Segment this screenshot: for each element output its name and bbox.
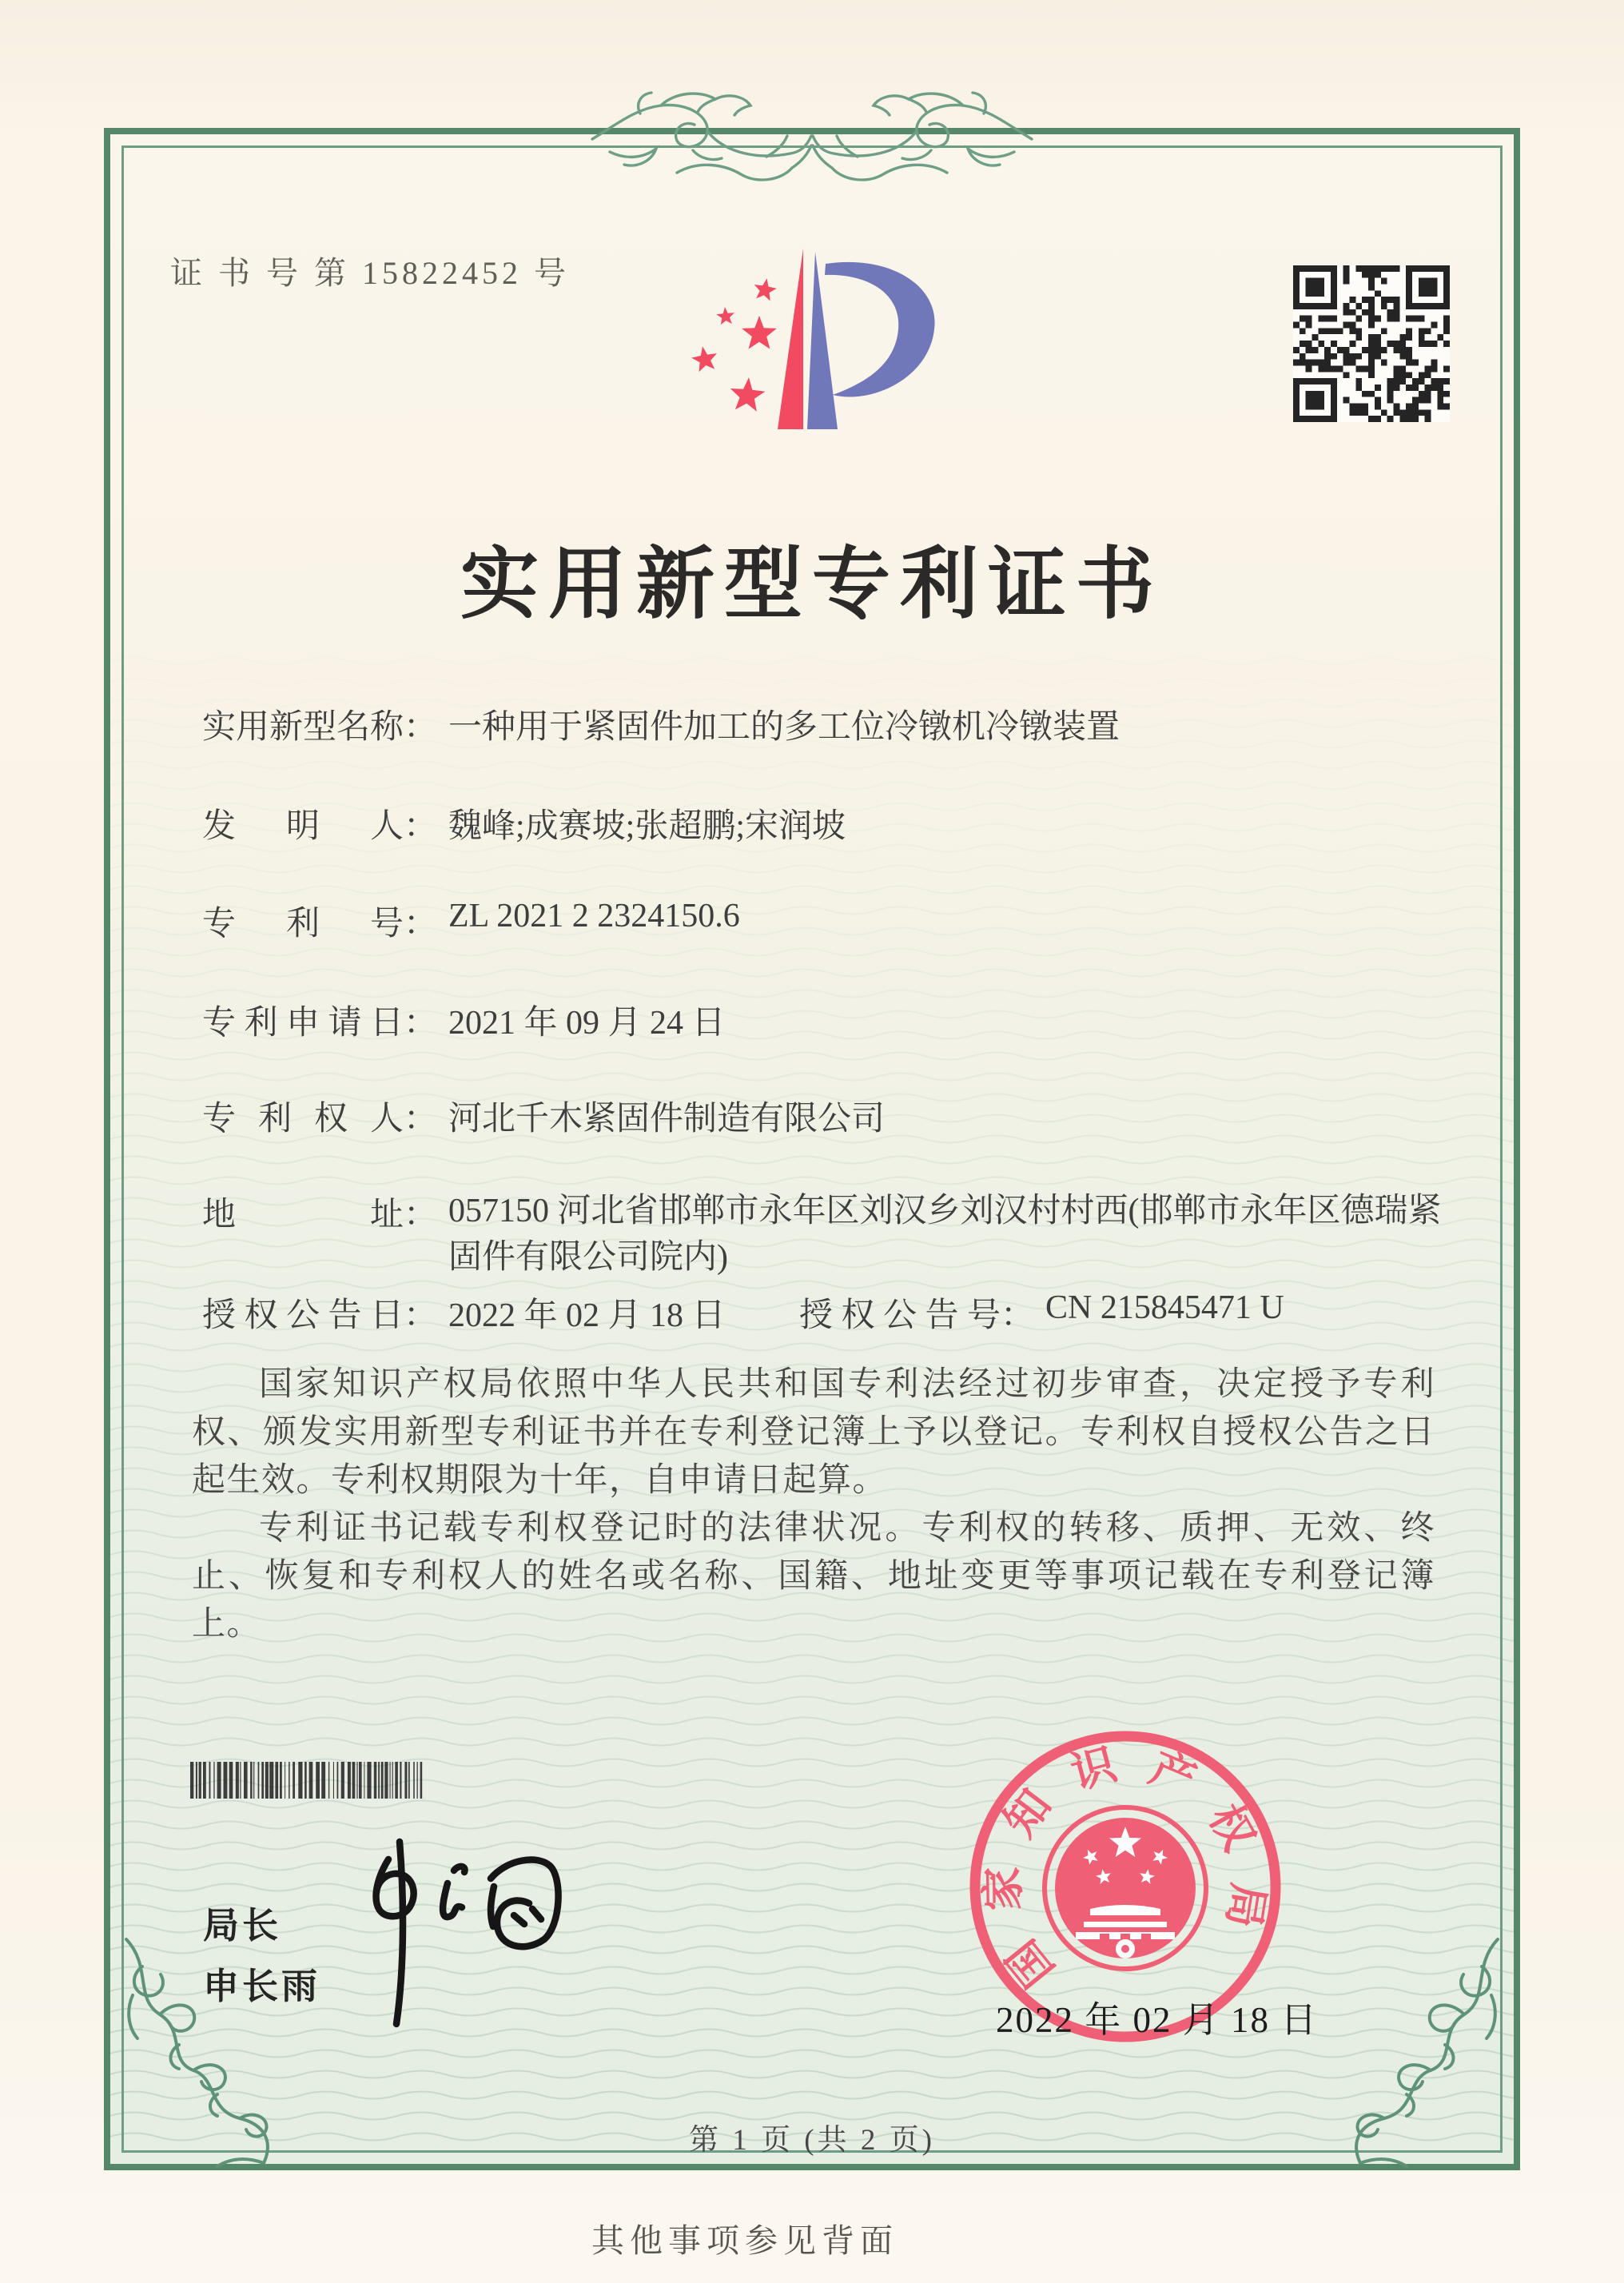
seal-date: 2022 年 02 月 18 日 bbox=[996, 2000, 1319, 2040]
field-grant-number bbox=[799, 1289, 1284, 1337]
svg-text:家: 家 bbox=[978, 1866, 1029, 1911]
svg-text:知: 知 bbox=[995, 1780, 1061, 1846]
director-title: 局长 bbox=[203, 1906, 282, 1946]
field-row-patent-number bbox=[202, 897, 740, 945]
field-row-grant bbox=[202, 1289, 1284, 1337]
field-value: ZL 2021 2 2324150.6 bbox=[448, 898, 740, 934]
back-side-note: 其他事项参见背面 bbox=[591, 2222, 898, 2259]
field-label: 发明人 bbox=[202, 808, 404, 845]
field-value: 057150 河北省邯郸市永年区刘汉乡刘汉村村西(邯郸市永年区德瑞紧固件有限公司院内) bbox=[448, 1193, 1442, 1276]
colon: ： bbox=[404, 709, 438, 746]
svg-text:国: 国 bbox=[997, 1930, 1064, 1996]
field-row-patentee bbox=[202, 1092, 885, 1140]
legal-paragraph: 专利证书记载专利权登记时的法律状况。专利权的转移、质押、无效、终止、恢复和专利权人的姓名或名称、国籍、地址变更等事项记载在专利登记簿上。 bbox=[192, 1510, 1435, 1643]
dragon-ornament-top-icon bbox=[587, 78, 1037, 192]
colon: ： bbox=[404, 1297, 438, 1334]
certificate-number: 证 书 号 第 15822452 号 bbox=[170, 255, 570, 291]
colon: ： bbox=[404, 1005, 438, 1042]
field-value: CN 215845471 U bbox=[1045, 1289, 1284, 1326]
field-row-utility-model-name bbox=[202, 700, 1120, 748]
cnipa-patent-logo-icon bbox=[681, 240, 945, 440]
field-label: 授权公告日 bbox=[202, 1297, 404, 1334]
colon: ： bbox=[1001, 1297, 1035, 1334]
barcode bbox=[189, 1762, 428, 1799]
field-row-inventors bbox=[202, 799, 846, 847]
director-signature-icon bbox=[326, 1835, 574, 2035]
legal-text-block bbox=[192, 1361, 1435, 1648]
field-label: 专利号 bbox=[202, 906, 404, 942]
field-row-filing-date bbox=[202, 996, 726, 1044]
legal-paragraph: 国家知识产权局依照中华人民共和国专利法经过初步审查，决定授予专利权、颁发实用新型专利证书并在专利登记簿上予以登记。专利权自授权公告之日起生效。专利权期限为十年，自申请日起算。 bbox=[192, 1366, 1435, 1499]
page-indicator: 第 1 页 (共 2 页) bbox=[689, 2124, 935, 2157]
colon: ： bbox=[404, 1101, 438, 1138]
field-value: 一种用于紧固件加工的多工位冷镦机冷镦装置 bbox=[448, 709, 1120, 746]
field-label: 专利权人 bbox=[202, 1101, 404, 1138]
field-value: 河北千木紧固件制造有限公司 bbox=[448, 1101, 886, 1138]
field-label: 地址 bbox=[202, 1197, 404, 1233]
colon: ： bbox=[404, 1197, 438, 1233]
svg-text:识: 识 bbox=[1066, 1739, 1121, 1799]
certificate-title: 实用新型专利证书 bbox=[460, 542, 1164, 628]
qr-code bbox=[1293, 265, 1450, 422]
field-value: 魏峰;成赛坡;张超鹏;宋润坡 bbox=[448, 808, 846, 845]
colon: ： bbox=[404, 906, 438, 942]
field-label: 专利申请日 bbox=[202, 1005, 404, 1042]
director-name: 申长雨 bbox=[203, 1966, 321, 2006]
field-value: 2021 年 09 月 24 日 bbox=[448, 1005, 726, 1042]
field-label: 实用新型名称 bbox=[202, 709, 404, 746]
field-label: 授权公告号 bbox=[799, 1297, 1001, 1334]
field-value: 2022 年 02 月 18 日 bbox=[448, 1297, 726, 1334]
svg-text:产: 产 bbox=[1143, 1743, 1203, 1806]
svg-text:局: 局 bbox=[1218, 1879, 1274, 1931]
field-row-address bbox=[202, 1188, 1460, 1281]
colon: ： bbox=[404, 808, 438, 845]
svg-text:权: 权 bbox=[1200, 1796, 1264, 1859]
